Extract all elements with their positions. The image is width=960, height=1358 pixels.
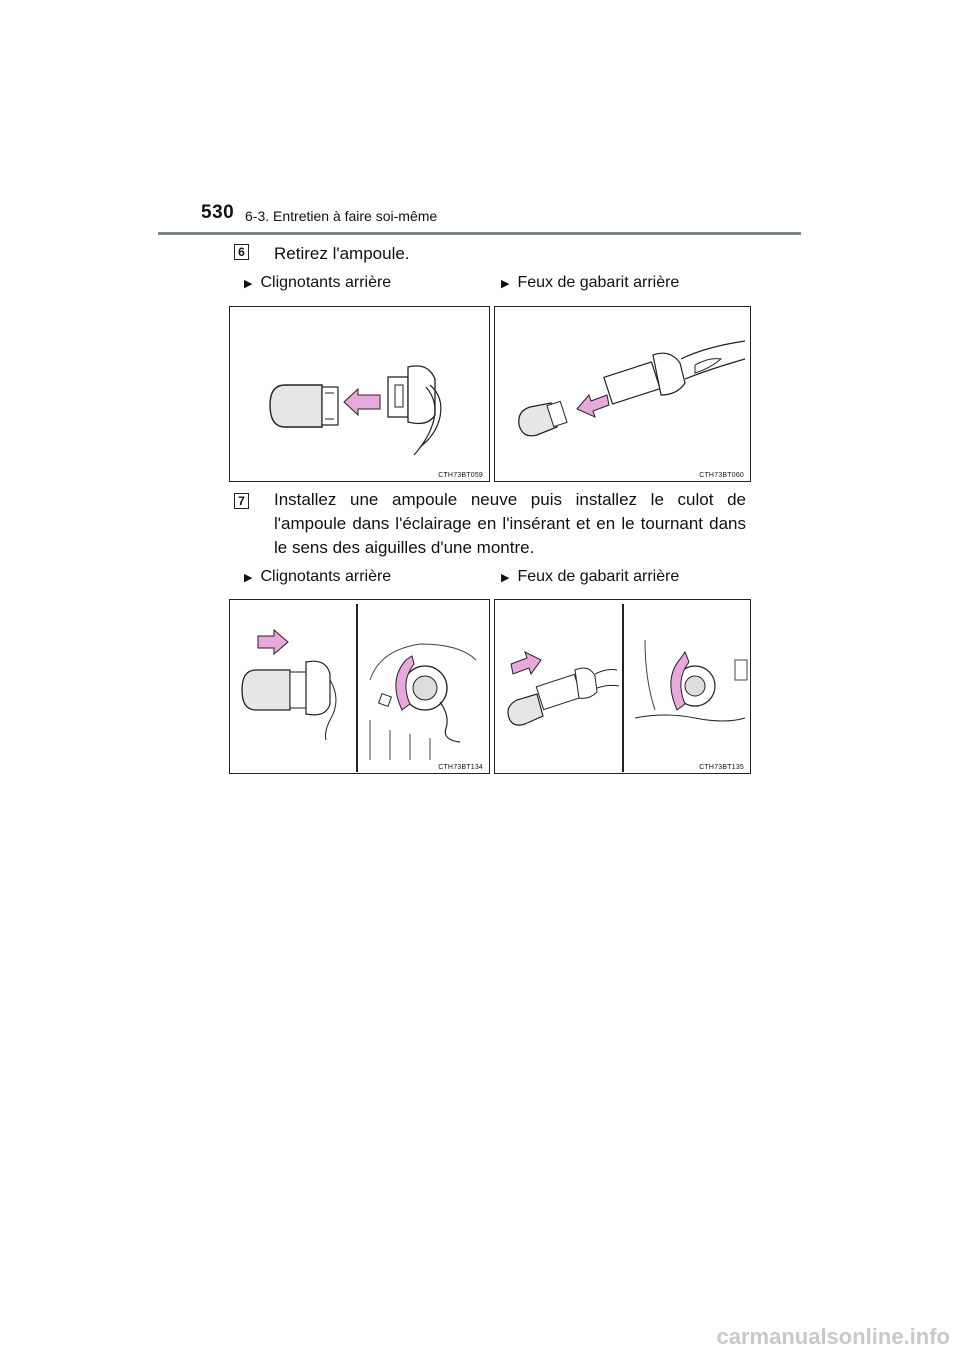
figure-rear-marker-install (494, 599, 751, 774)
figure-code: CTH73BT060 (699, 472, 744, 479)
step-6-text: Retirez l'ampoule. (274, 244, 410, 263)
step-number-6: 6 (234, 244, 249, 260)
step-6-sublabel-right (501, 274, 679, 292)
figure-code: CTH73BT134 (438, 764, 483, 771)
triangle-right-icon: ▶ (244, 571, 253, 584)
figure-code: CTH73BT135 (699, 764, 744, 771)
bulb-install-illustration (230, 600, 489, 773)
step-7-sublabel-left (244, 568, 391, 586)
page-number: 530 (201, 202, 235, 223)
step-6-sublabel-left-text: Clignotants arrière (260, 274, 392, 291)
step-number-7: 7 (234, 493, 249, 509)
section-title: 6-3. Entretien à faire soi-même (245, 208, 438, 224)
header-rule (158, 232, 801, 235)
step-7-text: Installez une ampoule neuve puis installez le culot de l'ampoule dans l'éclairage en l'insérant et en le tournant dans le sens des aiguilles d'une montre. (274, 490, 746, 557)
figure-rear-turn-remove (229, 306, 490, 482)
figure-rear-marker-remove (494, 306, 751, 482)
step-7-sublabel-right-text: Feux de gabarit arrière (517, 568, 680, 585)
bulb-install-illustration (495, 600, 750, 773)
triangle-right-icon: ▶ (244, 277, 253, 290)
step-7-sublabel-left-text: Clignotants arrière (260, 568, 392, 585)
step-7-sublabel-right (501, 568, 679, 586)
figure-rear-turn-install (229, 599, 490, 774)
triangle-right-icon: ▶ (501, 277, 510, 290)
bulb-removal-illustration (230, 307, 489, 481)
bulb-removal-illustration (495, 307, 750, 481)
step-6-sublabel-left (244, 274, 391, 292)
figure-code: CTH73BT059 (438, 472, 483, 479)
step-6-sublabel-right-text: Feux de gabarit arrière (517, 274, 680, 291)
triangle-right-icon: ▶ (501, 571, 510, 584)
watermark: carmanualsonline.info (716, 1324, 950, 1349)
